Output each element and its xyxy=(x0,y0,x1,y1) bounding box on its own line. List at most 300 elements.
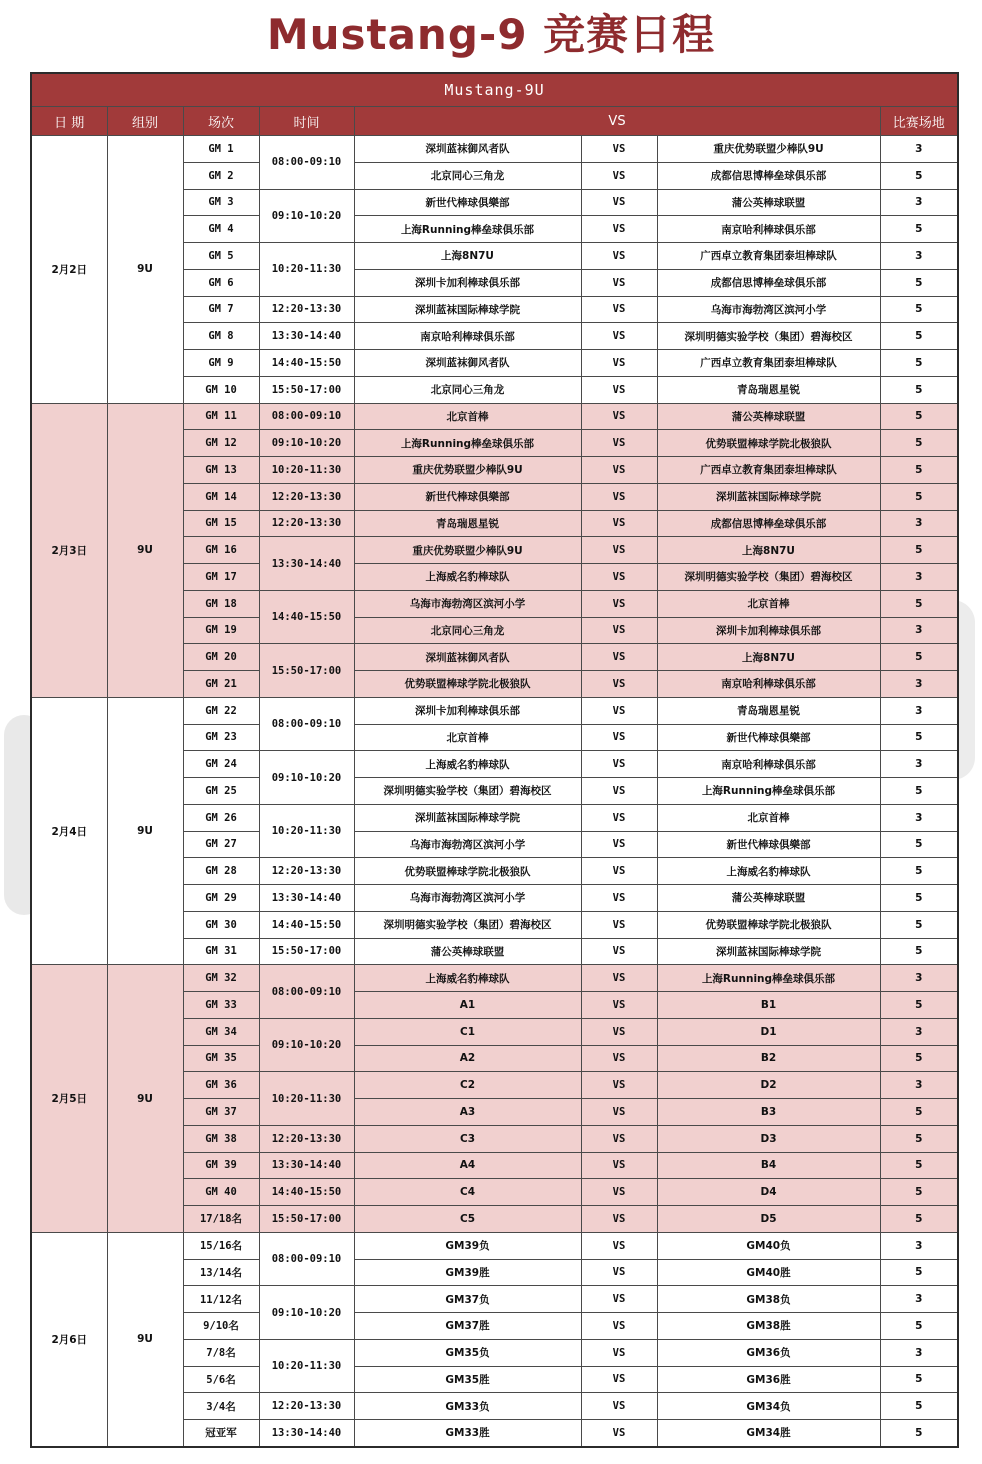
venue-cell: 5 xyxy=(880,457,958,484)
page-title: Mustang-9 竞赛日程 xyxy=(266,10,716,59)
home-team-cell: 乌海市海勃湾区滨河小学 xyxy=(354,885,581,912)
game-cell: 冠亚军 xyxy=(183,1420,259,1447)
vs-cell: VS xyxy=(581,617,657,644)
vs-cell: VS xyxy=(581,1206,657,1233)
vs-cell: VS xyxy=(581,965,657,992)
away-team-cell: 蒲公英棒球联盟 xyxy=(657,189,880,216)
away-team-cell: B2 xyxy=(657,1045,880,1072)
game-cell: GM 10 xyxy=(183,376,259,403)
home-team-cell: 上海威名豹棒球队 xyxy=(354,751,581,778)
vs-cell: VS xyxy=(581,430,657,457)
home-team-cell: GM37负 xyxy=(354,1286,581,1313)
home-team-cell: A1 xyxy=(354,992,581,1019)
game-cell: GM 23 xyxy=(183,724,259,751)
venue-cell: 5 xyxy=(880,403,958,430)
game-cell: GM 13 xyxy=(183,457,259,484)
date-cell: 2月3日 xyxy=(31,403,107,697)
game-cell: 3/4名 xyxy=(183,1393,259,1420)
venue-cell: 5 xyxy=(880,483,958,510)
vs-cell: VS xyxy=(581,778,657,805)
away-team-cell: 乌海市海勃湾区滨河小学 xyxy=(657,296,880,323)
home-team-cell: 上海Running棒垒球俱乐部 xyxy=(354,216,581,243)
game-cell: 15/16名 xyxy=(183,1232,259,1259)
game-cell: 9/10名 xyxy=(183,1313,259,1340)
away-team-cell: 蒲公英棒球联盟 xyxy=(657,403,880,430)
vs-cell: VS xyxy=(581,537,657,564)
home-team-cell: C1 xyxy=(354,1018,581,1045)
home-team-cell: 深圳蓝袜御风者队 xyxy=(354,136,581,163)
away-team-cell: 深圳蓝袜国际棒球学院 xyxy=(657,938,880,965)
date-cell: 2月6日 xyxy=(31,1232,107,1447)
vs-cell: VS xyxy=(581,724,657,751)
venue-cell: 5 xyxy=(880,1099,958,1126)
header-row xyxy=(31,107,958,136)
game-cell: GM 26 xyxy=(183,804,259,831)
vs-cell: VS xyxy=(581,243,657,270)
venue-cell: 3 xyxy=(880,564,958,591)
home-team-cell: GM35负 xyxy=(354,1339,581,1366)
game-cell: GM 29 xyxy=(183,885,259,912)
home-team-cell: 北京首棒 xyxy=(354,724,581,751)
away-team-cell: 深圳卡加利棒球俱乐部 xyxy=(657,617,880,644)
away-team-cell: 广西卓立教育集团泰坦棒球队 xyxy=(657,350,880,377)
home-team-cell: GM39负 xyxy=(354,1232,581,1259)
time-cell: 10:20-11:30 xyxy=(259,1339,354,1393)
time-cell: 15:50-17:00 xyxy=(259,1206,354,1233)
home-team-cell: 优势联盟棒球学院北极狼队 xyxy=(354,858,581,885)
time-cell: 09:10-10:20 xyxy=(259,189,354,243)
group-cell: 9U xyxy=(107,697,183,965)
home-team-cell: A3 xyxy=(354,1099,581,1126)
vs-cell: VS xyxy=(581,831,657,858)
banner-row xyxy=(31,73,958,107)
vs-cell: VS xyxy=(581,1259,657,1286)
away-team-cell: GM34负 xyxy=(657,1393,880,1420)
venue-cell: 5 xyxy=(880,858,958,885)
game-cell: GM 12 xyxy=(183,430,259,457)
date-cell: 2月5日 xyxy=(31,965,107,1233)
away-team-cell: 上海8N7U xyxy=(657,644,880,671)
game-cell: GM 24 xyxy=(183,751,259,778)
home-team-cell: 上海Running棒垒球俱乐部 xyxy=(354,430,581,457)
vs-cell: VS xyxy=(581,1018,657,1045)
venue-cell: 3 xyxy=(880,510,958,537)
venue-cell: 5 xyxy=(880,778,958,805)
table-row xyxy=(31,136,958,163)
venue-cell: 5 xyxy=(880,992,958,1019)
venue-cell: 3 xyxy=(880,965,958,992)
game-cell: GM 6 xyxy=(183,269,259,296)
vs-cell: VS xyxy=(581,671,657,698)
vs-cell: VS xyxy=(581,350,657,377)
away-team-cell: B4 xyxy=(657,1152,880,1179)
vs-cell: VS xyxy=(581,1313,657,1340)
venue-cell: 3 xyxy=(880,697,958,724)
vs-cell: VS xyxy=(581,1179,657,1206)
time-cell: 13:30-14:40 xyxy=(259,323,354,350)
vs-cell: VS xyxy=(581,216,657,243)
venue-cell: 5 xyxy=(880,911,958,938)
away-team-cell: 广西卓立教育集团泰坦棒球队 xyxy=(657,457,880,484)
venue-cell: 5 xyxy=(880,1420,958,1447)
vs-cell: VS xyxy=(581,483,657,510)
away-team-cell: 上海威名豹棒球队 xyxy=(657,858,880,885)
game-cell: GM 17 xyxy=(183,564,259,591)
venue-cell: 3 xyxy=(880,1072,958,1099)
venue-cell: 5 xyxy=(880,216,958,243)
venue-cell: 3 xyxy=(880,243,958,270)
schedule-body xyxy=(31,136,958,1447)
venue-cell: 3 xyxy=(880,1018,958,1045)
away-team-cell: 青岛瑞恩星锐 xyxy=(657,697,880,724)
header-venue: 比赛场地 xyxy=(880,107,958,136)
vs-cell: VS xyxy=(581,751,657,778)
venue-cell: 3 xyxy=(880,1286,958,1313)
game-cell: GM 9 xyxy=(183,350,259,377)
away-team-cell: 成都信思博棒垒球俱乐部 xyxy=(657,510,880,537)
away-team-cell: 重庆优势联盟少棒队9U xyxy=(657,136,880,163)
away-team-cell: GM36胜 xyxy=(657,1366,880,1393)
vs-cell: VS xyxy=(581,858,657,885)
away-team-cell: 蒲公英棒球联盟 xyxy=(657,885,880,912)
home-team-cell: GM37胜 xyxy=(354,1313,581,1340)
home-team-cell: 深圳蓝袜国际棒球学院 xyxy=(354,804,581,831)
venue-cell: 5 xyxy=(880,1179,958,1206)
away-team-cell: 成都信思博棒垒球俱乐部 xyxy=(657,162,880,189)
home-team-cell: C5 xyxy=(354,1206,581,1233)
game-cell: GM 25 xyxy=(183,778,259,805)
time-cell: 09:10-10:20 xyxy=(259,1018,354,1072)
game-cell: GM 7 xyxy=(183,296,259,323)
game-cell: GM 30 xyxy=(183,911,259,938)
time-cell: 08:00-09:10 xyxy=(259,136,354,190)
table-row xyxy=(31,1232,958,1259)
vs-cell: VS xyxy=(581,1072,657,1099)
time-cell: 12:20-13:30 xyxy=(259,1393,354,1420)
time-cell: 09:10-10:20 xyxy=(259,1286,354,1340)
away-team-cell: 南京哈利棒球俱乐部 xyxy=(657,216,880,243)
header-group: 组别 xyxy=(107,107,183,136)
vs-cell: VS xyxy=(581,644,657,671)
game-cell: GM 5 xyxy=(183,243,259,270)
home-team-cell: 上海威名豹棒球队 xyxy=(354,564,581,591)
home-team-cell: 北京同心三角龙 xyxy=(354,162,581,189)
game-cell: GM 18 xyxy=(183,590,259,617)
date-cell: 2月4日 xyxy=(31,697,107,965)
group-cell: 9U xyxy=(107,1232,183,1447)
home-team-cell: A4 xyxy=(354,1152,581,1179)
game-cell: 17/18名 xyxy=(183,1206,259,1233)
home-team-cell: 青岛瑞恩星锐 xyxy=(354,510,581,537)
home-team-cell: C4 xyxy=(354,1179,581,1206)
game-cell: GM 14 xyxy=(183,483,259,510)
vs-cell: VS xyxy=(581,376,657,403)
venue-cell: 5 xyxy=(880,537,958,564)
time-cell: 12:20-13:30 xyxy=(259,510,354,537)
vs-cell: VS xyxy=(581,136,657,163)
time-cell: 13:30-14:40 xyxy=(259,537,354,591)
time-cell: 13:30-14:40 xyxy=(259,885,354,912)
home-team-cell: 北京同心三角龙 xyxy=(354,376,581,403)
game-cell: GM 22 xyxy=(183,697,259,724)
away-team-cell: 上海8N7U xyxy=(657,537,880,564)
home-team-cell: 优势联盟棒球学院北极狼队 xyxy=(354,671,581,698)
table-row xyxy=(31,403,958,430)
header-vs: VS xyxy=(354,107,880,136)
away-team-cell: GM40负 xyxy=(657,1232,880,1259)
time-cell: 12:20-13:30 xyxy=(259,483,354,510)
vs-cell: VS xyxy=(581,189,657,216)
home-team-cell: 深圳明德实验学校（集团）碧海校区 xyxy=(354,778,581,805)
venue-cell: 5 xyxy=(880,1259,958,1286)
game-cell: 13/14名 xyxy=(183,1259,259,1286)
venue-cell: 3 xyxy=(880,671,958,698)
away-team-cell: 上海Running棒垒球俱乐部 xyxy=(657,778,880,805)
header-game: 场次 xyxy=(183,107,259,136)
table-banner: Mustang-9U xyxy=(31,73,958,107)
game-cell: GM 32 xyxy=(183,965,259,992)
vs-cell: VS xyxy=(581,564,657,591)
vs-cell: VS xyxy=(581,1339,657,1366)
venue-cell: 5 xyxy=(880,323,958,350)
venue-cell: 5 xyxy=(880,590,958,617)
home-team-cell: 上海8N7U xyxy=(354,243,581,270)
home-team-cell: 北京同心三角龙 xyxy=(354,617,581,644)
venue-cell: 3 xyxy=(880,1232,958,1259)
game-cell: 11/12名 xyxy=(183,1286,259,1313)
home-team-cell: GM39胜 xyxy=(354,1259,581,1286)
venue-cell: 5 xyxy=(880,724,958,751)
home-team-cell: 蒲公英棒球联盟 xyxy=(354,938,581,965)
home-team-cell: 北京首棒 xyxy=(354,403,581,430)
home-team-cell: 深圳蓝袜国际棒球学院 xyxy=(354,296,581,323)
vs-cell: VS xyxy=(581,911,657,938)
game-cell: GM 19 xyxy=(183,617,259,644)
vs-cell: VS xyxy=(581,885,657,912)
vs-cell: VS xyxy=(581,296,657,323)
home-team-cell: 重庆优势联盟少棒队9U xyxy=(354,457,581,484)
home-team-cell: 深圳明德实验学校（集团）碧海校区 xyxy=(354,911,581,938)
venue-cell: 5 xyxy=(880,162,958,189)
game-cell: GM 11 xyxy=(183,403,259,430)
venue-cell: 5 xyxy=(880,644,958,671)
game-cell: 7/8名 xyxy=(183,1339,259,1366)
game-cell: GM 33 xyxy=(183,992,259,1019)
game-cell: GM 37 xyxy=(183,1099,259,1126)
vs-cell: VS xyxy=(581,162,657,189)
home-team-cell: 新世代棒球俱樂部 xyxy=(354,483,581,510)
time-cell: 09:10-10:20 xyxy=(259,751,354,805)
home-team-cell: GM33胜 xyxy=(354,1420,581,1447)
away-team-cell: 南京哈利棒球俱乐部 xyxy=(657,751,880,778)
game-cell: GM 21 xyxy=(183,671,259,698)
away-team-cell: D1 xyxy=(657,1018,880,1045)
time-cell: 08:00-09:10 xyxy=(259,1232,354,1286)
venue-cell: 5 xyxy=(880,1206,958,1233)
time-cell: 08:00-09:10 xyxy=(259,697,354,751)
time-cell: 15:50-17:00 xyxy=(259,376,354,403)
time-cell: 08:00-09:10 xyxy=(259,403,354,430)
time-cell: 08:00-09:10 xyxy=(259,965,354,1019)
group-cell: 9U xyxy=(107,965,183,1233)
away-team-cell: 深圳明德实验学校（集团）碧海校区 xyxy=(657,564,880,591)
vs-cell: VS xyxy=(581,1045,657,1072)
game-cell: GM 35 xyxy=(183,1045,259,1072)
time-cell: 12:20-13:30 xyxy=(259,858,354,885)
venue-cell: 3 xyxy=(880,136,958,163)
game-cell: GM 16 xyxy=(183,537,259,564)
venue-cell: 5 xyxy=(880,1125,958,1152)
game-cell: GM 28 xyxy=(183,858,259,885)
away-team-cell: 上海Running棒垒球俱乐部 xyxy=(657,965,880,992)
time-cell: 10:20-11:30 xyxy=(259,1072,354,1126)
vs-cell: VS xyxy=(581,697,657,724)
away-team-cell: B3 xyxy=(657,1099,880,1126)
time-cell: 13:30-14:40 xyxy=(259,1420,354,1447)
group-cell: 9U xyxy=(107,136,183,404)
venue-cell: 5 xyxy=(880,296,958,323)
away-team-cell: 北京首棒 xyxy=(657,590,880,617)
game-cell: GM 39 xyxy=(183,1152,259,1179)
venue-cell: 5 xyxy=(880,1366,958,1393)
home-team-cell: GM33负 xyxy=(354,1393,581,1420)
time-cell: 15:50-17:00 xyxy=(259,938,354,965)
venue-cell: 3 xyxy=(880,189,958,216)
away-team-cell: 成都信思博棒垒球俱乐部 xyxy=(657,269,880,296)
home-team-cell: 深圳卡加利棒球俱乐部 xyxy=(354,697,581,724)
vs-cell: VS xyxy=(581,1232,657,1259)
table-row xyxy=(31,697,958,724)
venue-cell: 5 xyxy=(880,831,958,858)
group-cell: 9U xyxy=(107,403,183,697)
game-cell: GM 3 xyxy=(183,189,259,216)
venue-cell: 5 xyxy=(880,430,958,457)
home-team-cell: 上海威名豹棒球队 xyxy=(354,965,581,992)
home-team-cell: 深圳蓝袜御风者队 xyxy=(354,350,581,377)
venue-cell: 3 xyxy=(880,804,958,831)
vs-cell: VS xyxy=(581,323,657,350)
home-team-cell: 深圳蓝袜御风者队 xyxy=(354,644,581,671)
time-cell: 14:40-15:50 xyxy=(259,911,354,938)
time-cell: 10:20-11:30 xyxy=(259,243,354,297)
game-cell: GM 4 xyxy=(183,216,259,243)
venue-cell: 5 xyxy=(880,938,958,965)
home-team-cell: 南京哈利棒球俱乐部 xyxy=(354,323,581,350)
venue-cell: 5 xyxy=(880,1313,958,1340)
away-team-cell: 优势联盟棒球学院北极狼队 xyxy=(657,911,880,938)
vs-cell: VS xyxy=(581,992,657,1019)
vs-cell: VS xyxy=(581,1099,657,1126)
vs-cell: VS xyxy=(581,1393,657,1420)
away-team-cell: B1 xyxy=(657,992,880,1019)
away-team-cell: 广西卓立教育集团泰坦棒球队 xyxy=(657,243,880,270)
away-team-cell: D4 xyxy=(657,1179,880,1206)
venue-cell: 5 xyxy=(880,269,958,296)
away-team-cell: GM34胜 xyxy=(657,1420,880,1447)
game-cell: GM 15 xyxy=(183,510,259,537)
venue-cell: 5 xyxy=(880,350,958,377)
vs-cell: VS xyxy=(581,938,657,965)
home-team-cell: 深圳卡加利棒球俱乐部 xyxy=(354,269,581,296)
time-cell: 14:40-15:50 xyxy=(259,590,354,644)
home-team-cell: 乌海市海勃湾区滨河小学 xyxy=(354,590,581,617)
venue-cell: 5 xyxy=(880,885,958,912)
vs-cell: VS xyxy=(581,804,657,831)
home-team-cell: C2 xyxy=(354,1072,581,1099)
venue-cell: 3 xyxy=(880,617,958,644)
away-team-cell: GM38负 xyxy=(657,1286,880,1313)
game-cell: GM 34 xyxy=(183,1018,259,1045)
game-cell: GM 31 xyxy=(183,938,259,965)
header-date: 日 期 xyxy=(31,107,107,136)
away-team-cell: 深圳蓝袜国际棒球学院 xyxy=(657,483,880,510)
away-team-cell: 深圳明德实验学校（集团）碧海校区 xyxy=(657,323,880,350)
game-cell: GM 8 xyxy=(183,323,259,350)
away-team-cell: 南京哈利棒球俱乐部 xyxy=(657,671,880,698)
vs-cell: VS xyxy=(581,510,657,537)
home-team-cell: GM35胜 xyxy=(354,1366,581,1393)
time-cell: 10:20-11:30 xyxy=(259,804,354,858)
time-cell: 09:10-10:20 xyxy=(259,430,354,457)
game-cell: GM 36 xyxy=(183,1072,259,1099)
away-team-cell: 新世代棒球俱樂部 xyxy=(657,724,880,751)
venue-cell: 5 xyxy=(880,1393,958,1420)
away-team-cell: D3 xyxy=(657,1125,880,1152)
venue-cell: 3 xyxy=(880,751,958,778)
schedule-table xyxy=(30,72,959,1448)
away-team-cell: D2 xyxy=(657,1072,880,1099)
time-cell: 12:20-13:30 xyxy=(259,296,354,323)
time-cell: 10:20-11:30 xyxy=(259,457,354,484)
time-cell: 13:30-14:40 xyxy=(259,1152,354,1179)
home-team-cell: 新世代棒球俱樂部 xyxy=(354,189,581,216)
away-team-cell: 青岛瑞恩星锐 xyxy=(657,376,880,403)
away-team-cell: GM38胜 xyxy=(657,1313,880,1340)
away-team-cell: GM40胜 xyxy=(657,1259,880,1286)
table-row xyxy=(31,965,958,992)
home-team-cell: C3 xyxy=(354,1125,581,1152)
game-cell: GM 1 xyxy=(183,136,259,163)
vs-cell: VS xyxy=(581,590,657,617)
away-team-cell: 优势联盟棒球学院北极狼队 xyxy=(657,430,880,457)
game-cell: GM 20 xyxy=(183,644,259,671)
vs-cell: VS xyxy=(581,1286,657,1313)
venue-cell: 5 xyxy=(880,1152,958,1179)
vs-cell: VS xyxy=(581,1420,657,1447)
time-cell: 14:40-15:50 xyxy=(259,350,354,377)
game-cell: GM 40 xyxy=(183,1179,259,1206)
game-cell: GM 27 xyxy=(183,831,259,858)
away-team-cell: D5 xyxy=(657,1206,880,1233)
vs-cell: VS xyxy=(581,1152,657,1179)
time-cell: 12:20-13:30 xyxy=(259,1125,354,1152)
time-cell: 15:50-17:00 xyxy=(259,644,354,698)
game-cell: GM 2 xyxy=(183,162,259,189)
vs-cell: VS xyxy=(581,403,657,430)
game-cell: GM 38 xyxy=(183,1125,259,1152)
away-team-cell: 北京首棒 xyxy=(657,804,880,831)
venue-cell: 5 xyxy=(880,1045,958,1072)
vs-cell: VS xyxy=(581,1125,657,1152)
home-team-cell: A2 xyxy=(354,1045,581,1072)
header-time: 时间 xyxy=(259,107,354,136)
vs-cell: VS xyxy=(581,1366,657,1393)
game-cell: 5/6名 xyxy=(183,1366,259,1393)
venue-cell: 3 xyxy=(880,1339,958,1366)
venue-cell: 5 xyxy=(880,376,958,403)
home-team-cell: 乌海市海勃湾区滨河小学 xyxy=(354,831,581,858)
date-cell: 2月2日 xyxy=(31,136,107,404)
